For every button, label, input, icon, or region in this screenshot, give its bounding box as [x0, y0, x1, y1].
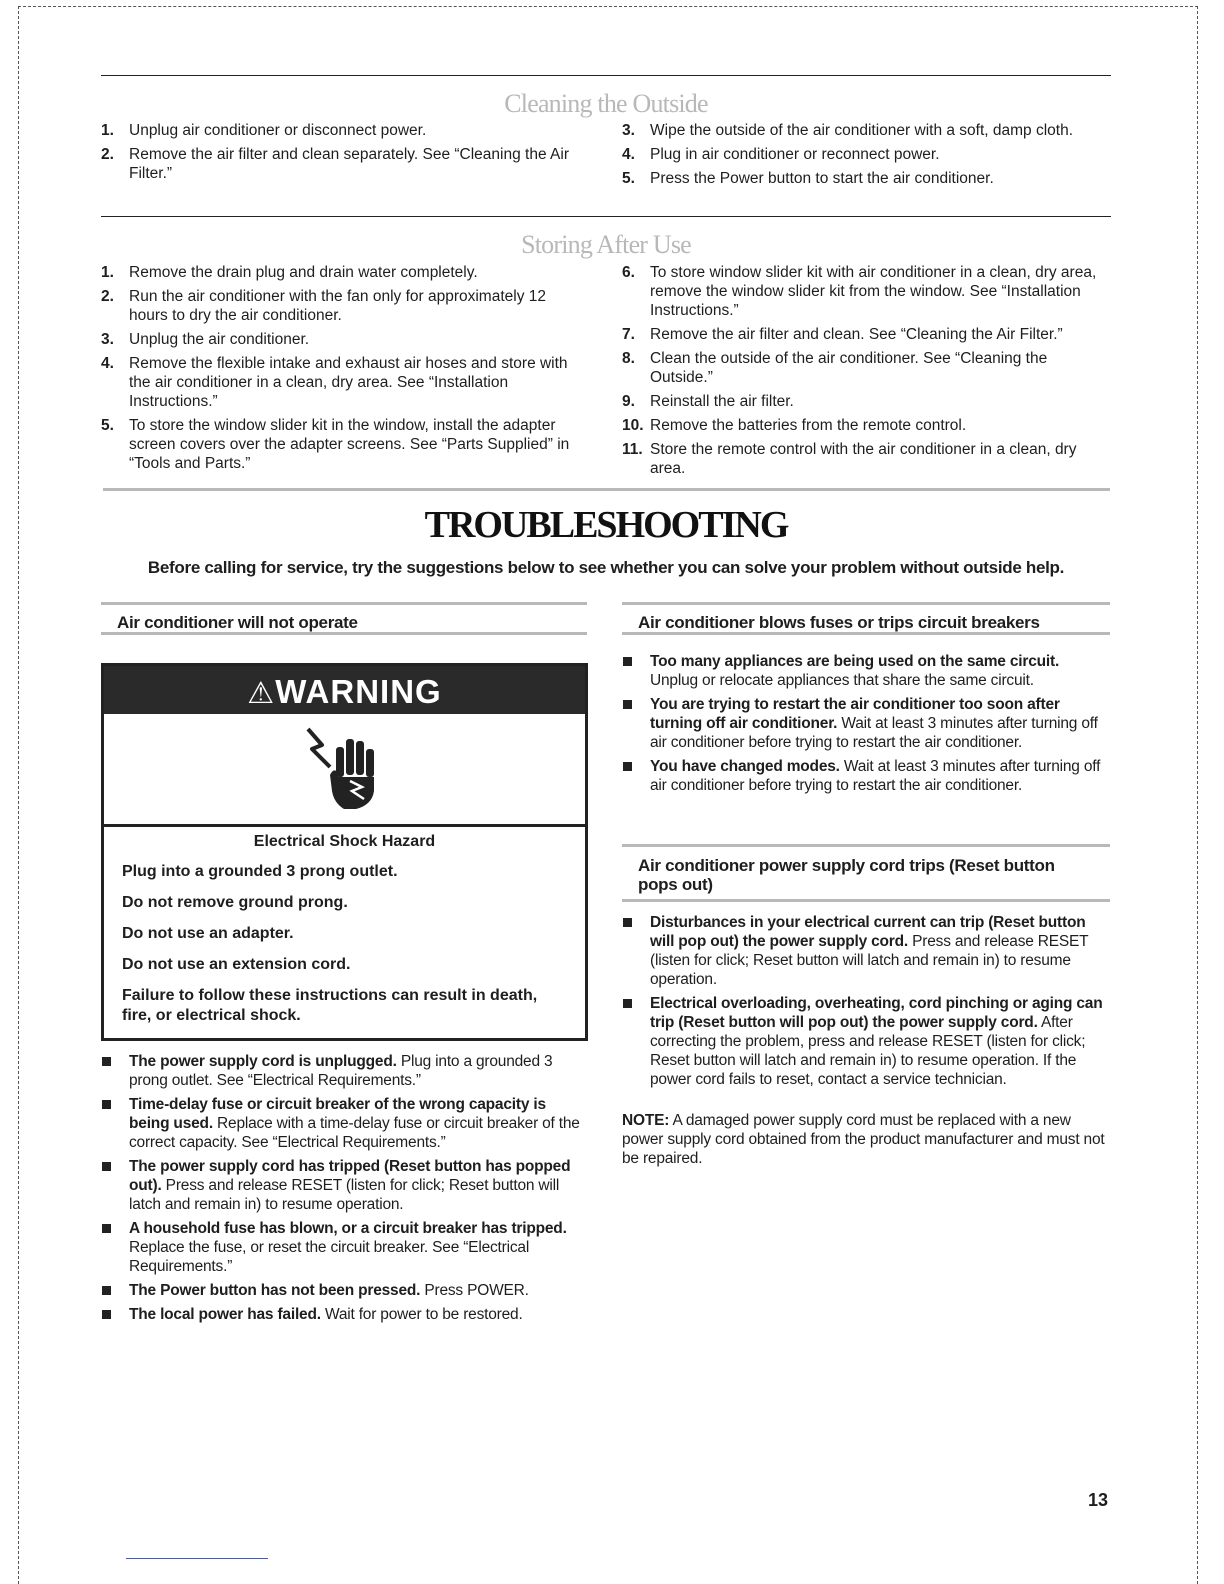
note-label: NOTE: [622, 1112, 670, 1129]
list-item: You have changed modes. Wait at least 3 minutes after turning off air conditioner before trying to restart the air conditioner. [622, 757, 1108, 795]
page-title: TROUBLESHOOTING [424, 504, 788, 546]
storing-left-column [101, 263, 587, 478]
storing-right-column [622, 263, 1108, 483]
cord-trips-heading: Air conditioner power supply cord trips (Reset button pops out) [638, 856, 1055, 894]
warning-triangle-icon: ⚠ [247, 677, 276, 710]
intro-text: Before calling for service, try the suggestions below to see whether you can solve your problem without outside help. [147, 558, 1065, 577]
list-item: 10. Remove the batteries from the remote control. [622, 417, 967, 434]
warning-line: Failure to follow these instructions can result in death, fire, or electrical shock. [122, 987, 538, 1024]
not-operate-heading: Air conditioner will not operate [117, 613, 358, 632]
list-item: Time-delay fuse or circuit breaker of the wrong capacity is being used. Replace with a time-delay fuse or circuit breaker of the correct capacity. See “Electrical Requirements.” [101, 1095, 587, 1152]
list-item: 6. To store window slider kit with air conditioner in a clean, dry area, remove the window slider kit from the window. See “Installation Instructions.” [622, 264, 1097, 319]
cleaning-left-column [101, 121, 587, 188]
list-item: 1. Unplug air conditioner or disconnect power. [101, 122, 427, 139]
shock-hazard-area [104, 714, 585, 827]
list-item: 1. Remove the drain plug and drain water completely. [101, 264, 478, 281]
electric-shock-hand-icon [300, 723, 390, 815]
warning-line: Do not use an adapter. [122, 925, 294, 942]
note-text: A damaged power supply cord must be replaced with a new power supply cord obtained from the product manufacturer and must not be repaired. [622, 1112, 1105, 1167]
section-rule [101, 75, 1111, 76]
page-number: 13 [1088, 1490, 1109, 1510]
cord-trips-heading-box [622, 844, 1110, 902]
list-item: 11. Store the remote control with the air conditioner in a clean, dry area. [622, 441, 1077, 477]
list-item: 2. Remove the air filter and clean separately. See “Cleaning the Air Filter.” [101, 146, 569, 182]
list-item: The Power button has not been pressed. Press POWER. [101, 1281, 587, 1300]
list-item: You are trying to restart the air conditioner too soon after turning off air conditioner. Wait at least 3 minutes after turning off air conditioner before trying to restart the air conditioner. [622, 695, 1108, 752]
list-item: The local power has failed. Wait for power to be restored. [101, 1305, 587, 1324]
warning-title: WARNING [275, 673, 442, 710]
cleaning-title: Cleaning the Outside [504, 89, 708, 118]
page-border-top [18, 6, 1198, 7]
note [622, 1111, 1108, 1168]
list-item: The power supply cord has tripped (Reset button has popped out). Press and release RESET (listen for click; Reset button will latch and remain in) to resume operation. [101, 1157, 587, 1214]
warning-line: Do not use an extension cord. [122, 956, 351, 973]
blows-fuses-heading-box [622, 602, 1110, 635]
list-item: 3. Wipe the outside of the air conditioner with a soft, damp cloth. [622, 122, 1074, 139]
list-item: Too many appliances are being used on the same circuit. Unplug or relocate appliances that share the same circuit. [622, 652, 1108, 690]
list-item: The power supply cord is unplugged. Plug into a grounded 3 prong outlet. See “Electrical Requirements.” [101, 1052, 587, 1090]
not-operate-heading-box [101, 602, 587, 635]
page-border-right [1197, 6, 1198, 1584]
warning-line: Do not remove ground prong. [122, 894, 348, 911]
list-item: 9. Reinstall the air filter. [622, 393, 794, 410]
section-rule [101, 216, 1111, 217]
list-item: 4. Plug in air conditioner or reconnect power. [622, 146, 940, 163]
blows-fuses-heading: Air conditioner blows fuses or trips circuit breakers [638, 613, 1040, 632]
storing-title: Storing After Use [521, 230, 691, 259]
page-border-left [18, 6, 19, 1584]
list-item: A household fuse has blown, or a circuit breaker has tripped. Replace the fuse, or reset the circuit breaker. See “Electrical Requirements.” [101, 1219, 587, 1276]
list-item: 8. Clean the outside of the air conditioner. See “Cleaning the Outside.” [622, 350, 1048, 386]
list-item: 5. Press the Power button to start the air conditioner. [622, 170, 994, 187]
warning-line: Plug into a grounded 3 prong outlet. [122, 863, 398, 880]
blows-fuses-list [622, 652, 1108, 800]
cleaning-right-column [622, 121, 1108, 193]
link-underline [126, 1558, 268, 1559]
hazard-name: Electrical Shock Hazard [253, 833, 436, 850]
list-item: 2. Run the air conditioner with the fan only for approximately 12 hours to dry the air conditioner. [101, 288, 547, 324]
warning-text [104, 827, 585, 1026]
list-item: 5. To store the window slider kit in the window, install the adapter screen covers over the adapter screens. See “Parts Supplied” in “Tools and Parts.” [101, 417, 570, 472]
troubleshooting-rule [103, 488, 1110, 491]
warning-box [101, 663, 588, 1041]
list-item: 3. Unplug the air conditioner. [101, 331, 310, 348]
list-item: Disturbances in your electrical current can trip (Reset button will pop out) the power supply cord. Press and release RESET (listen for click; Reset button will latch and remain in) to resume operation. [622, 913, 1108, 989]
list-item: 4. Remove the flexible intake and exhaust air hoses and store with the air conditioner in a clean, dry area. See “Installation Instructions.” [101, 355, 568, 410]
list-item: 7. Remove the air filter and clean. See “Cleaning the Air Filter.” [622, 326, 1063, 343]
not-operate-list [101, 1052, 587, 1329]
warning-header [104, 666, 585, 714]
list-item: Electrical overloading, overheating, cord pinching or aging can trip (Reset button will pop out) the power supply cord. After correcting the problem, press and release RESET (listen for click; Reset button will latch and remain in) to resume operation. If the power cord fails to reset, contact a service technician. [622, 994, 1108, 1089]
cord-trips-list [622, 913, 1108, 1094]
